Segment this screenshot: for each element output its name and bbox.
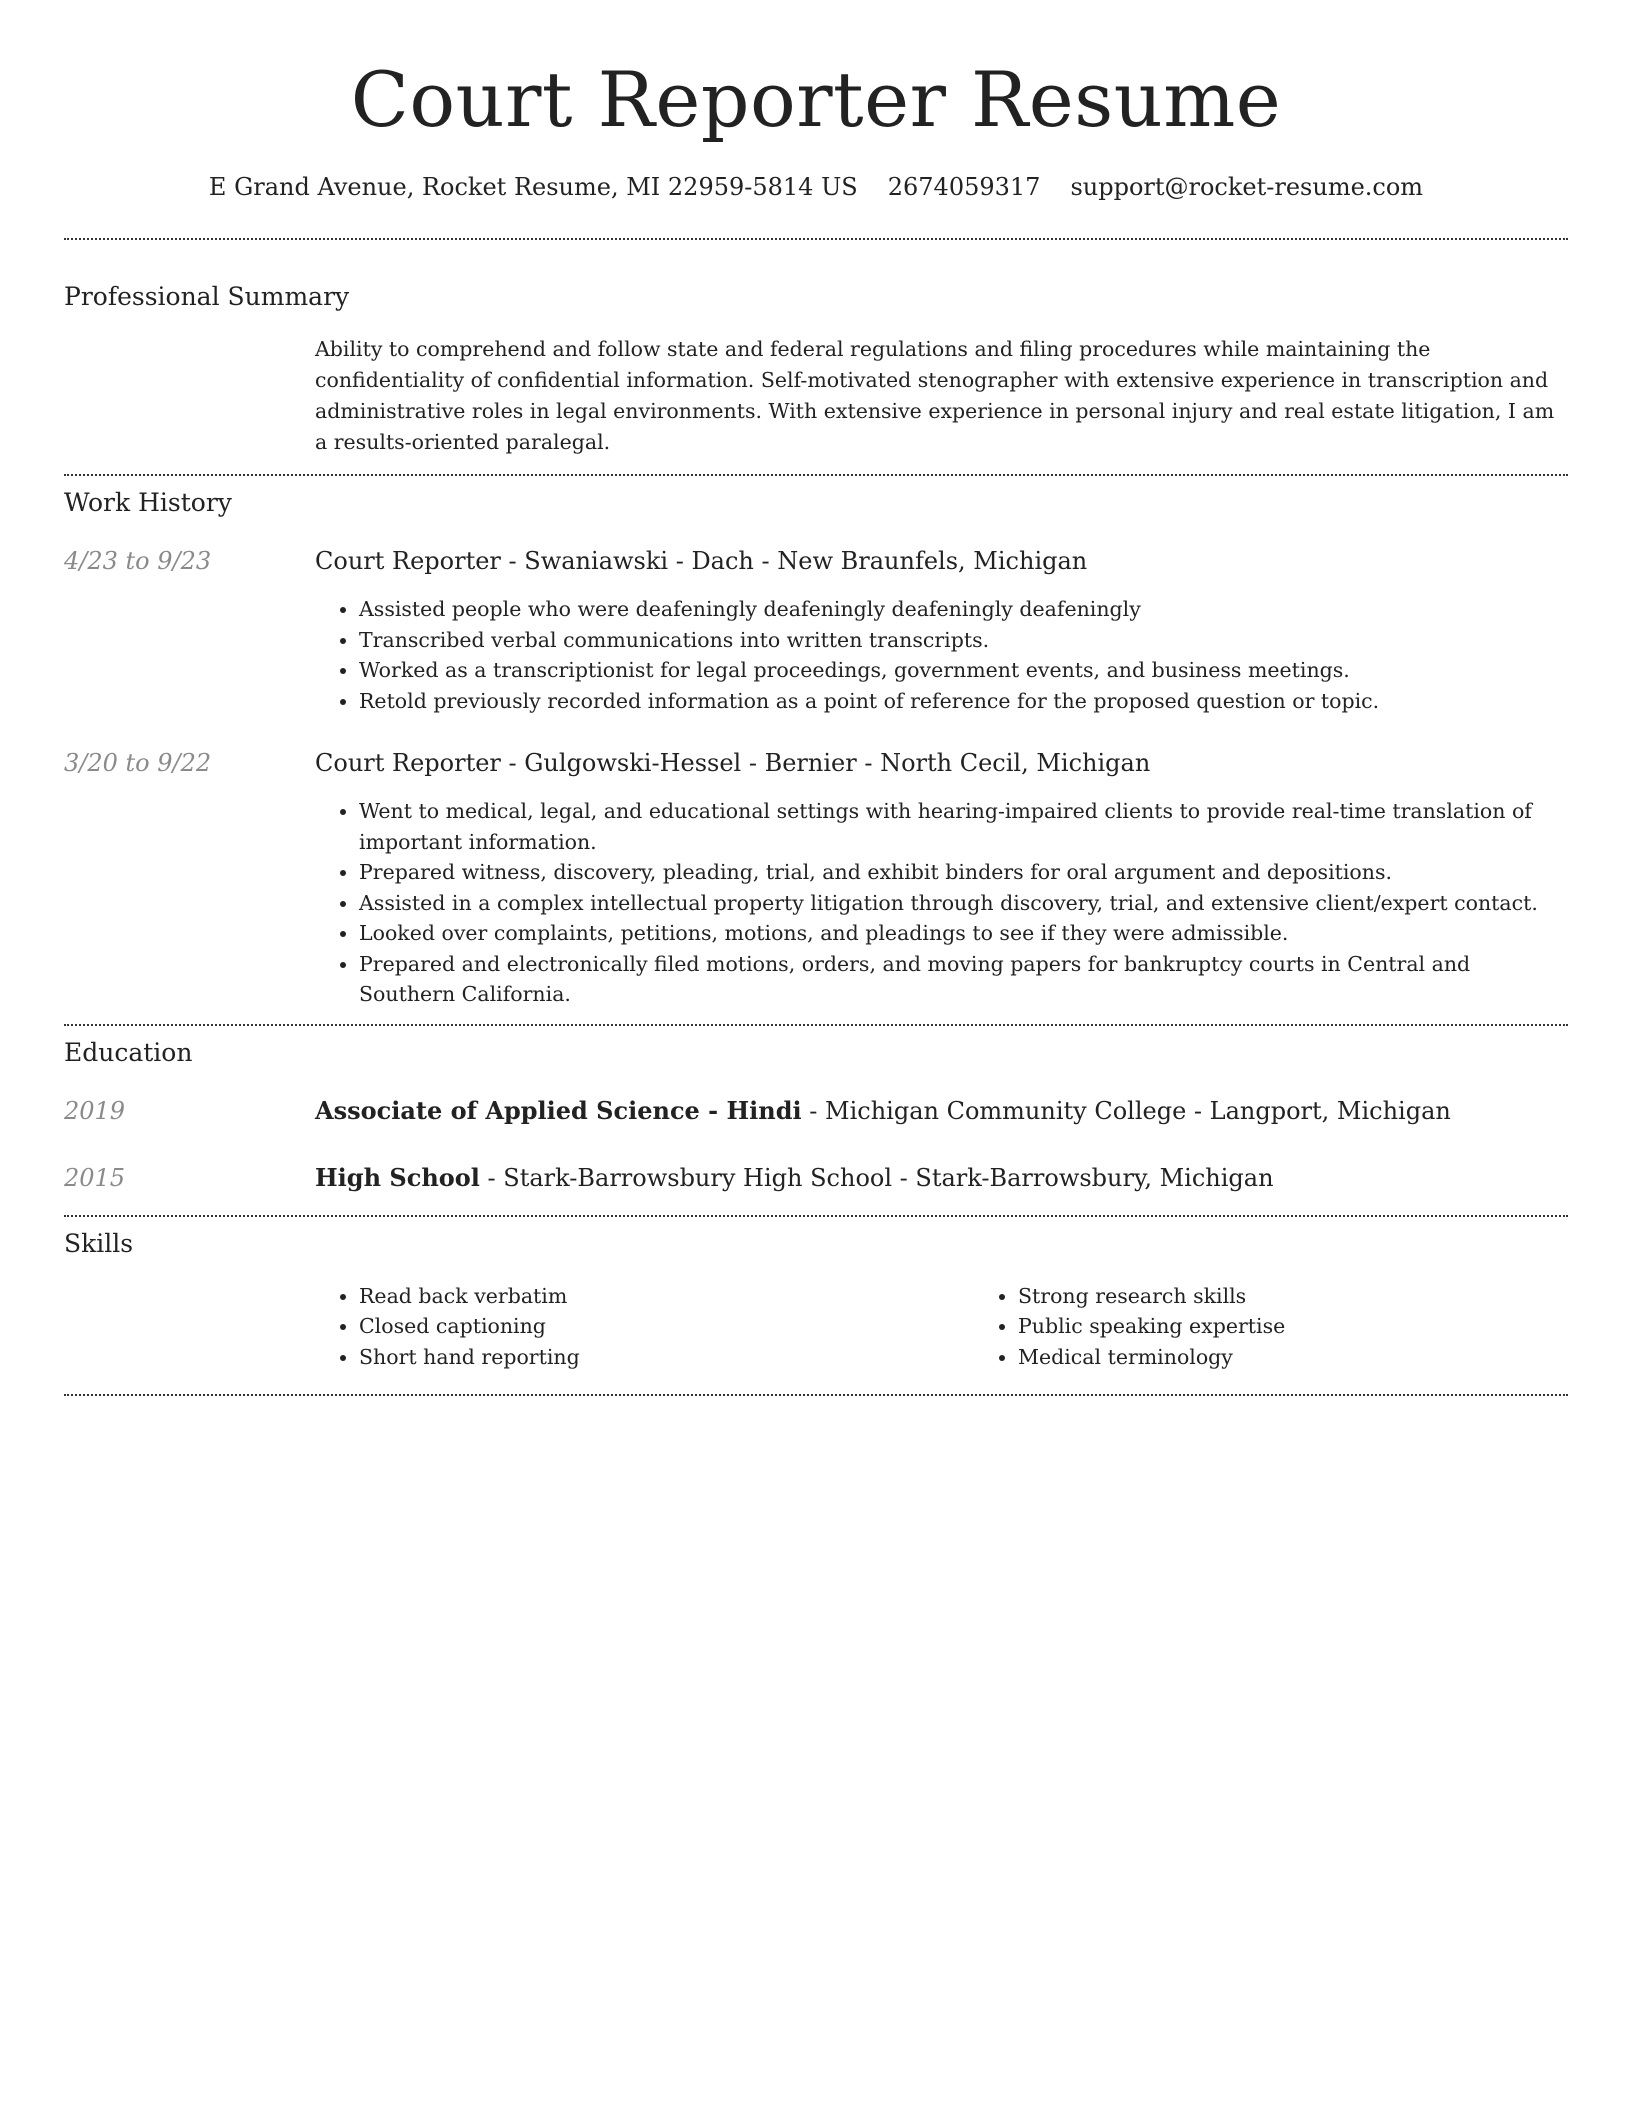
list-item: • Transcribed verbal communications into written transcripts. — [359, 625, 1568, 656]
contact-phone: 2674059317 — [887, 173, 1041, 201]
education-entry — [64, 1161, 1568, 1195]
work-section — [64, 476, 1568, 1010]
work-heading: Work History — [64, 488, 232, 517]
job-title: Court Reporter - Swaniawski - Dach - New Braunfels, Michigan — [315, 547, 1088, 575]
education-school: - Michigan Community College - Langport, Michigan — [801, 1096, 1451, 1125]
list-item: • Went to medical, legal, and educational settings with hearing-impaired clients to provide real-time translation of important information. — [359, 796, 1568, 857]
education-entry — [64, 1094, 1568, 1128]
list-item: • Assisted in a complex intellectual property litigation through discovery, trial, and extensive client/expert contact. — [359, 888, 1568, 919]
list-item: • Medical terminology — [1018, 1342, 1632, 1373]
education-degree: High School — [315, 1162, 480, 1192]
skills-heading: Skills — [64, 1228, 134, 1258]
contact-email: support@rocket-resume.com — [1070, 173, 1424, 201]
education-degree: Associate of Applied Science - Hindi — [315, 1095, 802, 1125]
summary-text: Ability to comprehend and follow state and federal regulations and filing procedures while maintaining the confidentiality of confidential information. Self-motivated stenographer with extensive experience in transcription and administrative roles in legal environments. With extensive experience in personal injury and real estate litigation, I am a results-oriented paralegal. — [315, 337, 1555, 454]
list-item: • Retold previously recorded information as a point of reference for the proposed question or topic. — [359, 686, 1568, 717]
list-item: • Prepared witness, discovery, pleading, trial, and exhibit binders for oral argument and depositions. — [359, 857, 1568, 888]
list-item: • Looked over complaints, petitions, motions, and pleadings to see if they were admissible. — [359, 918, 1568, 949]
list-item: • Closed captioning — [359, 1311, 974, 1342]
list-item: • Assisted people who were deafeningly deafeningly deafeningly deafeningly — [359, 594, 1568, 625]
job-bullets — [315, 796, 1568, 1010]
job-dates: 3/20 to 9/22 — [64, 749, 212, 777]
list-item: • Prepared and electronically filed motions, orders, and moving papers for bankruptcy courts in Central and Southern California. — [359, 949, 1568, 1010]
education-school: - Stark-Barrowsbury High School - Stark-Barrowsbury, Michigan — [479, 1163, 1274, 1192]
summary-section — [64, 240, 1568, 458]
resume-title: Court Reporter Resume — [350, 55, 1282, 144]
job-title: Court Reporter - Gulgowski-Hessel - Bernier - North Cecil, Michigan — [315, 749, 1151, 777]
education-year: 2015 — [64, 1163, 126, 1192]
list-item: • Read back verbatim — [359, 1281, 974, 1312]
list-item: • Public speaking expertise — [1018, 1311, 1632, 1342]
job-entry — [64, 544, 1568, 716]
skills-list-right — [974, 1281, 1632, 1373]
education-section — [64, 1026, 1568, 1195]
contact-line — [64, 170, 1568, 204]
job-entry — [64, 746, 1568, 1010]
divider — [64, 1394, 1568, 1396]
job-dates: 4/23 to 9/23 — [64, 547, 212, 575]
list-item: • Strong research skills — [1018, 1281, 1632, 1312]
summary-heading: Professional Summary — [64, 282, 350, 311]
list-item: • Short hand reporting — [359, 1342, 974, 1373]
skills-section — [64, 1217, 1568, 1373]
list-item: • Worked as a transcriptionist for legal proceedings, government events, and business meetings. — [359, 655, 1568, 686]
skills-list-left — [315, 1281, 974, 1373]
resume-page — [64, 0, 1568, 1396]
education-heading: Education — [64, 1037, 193, 1067]
job-bullets — [315, 594, 1568, 716]
contact-address: E Grand Avenue, Rocket Resume, MI 22959-5814 US — [208, 173, 858, 201]
education-year: 2019 — [64, 1096, 126, 1125]
